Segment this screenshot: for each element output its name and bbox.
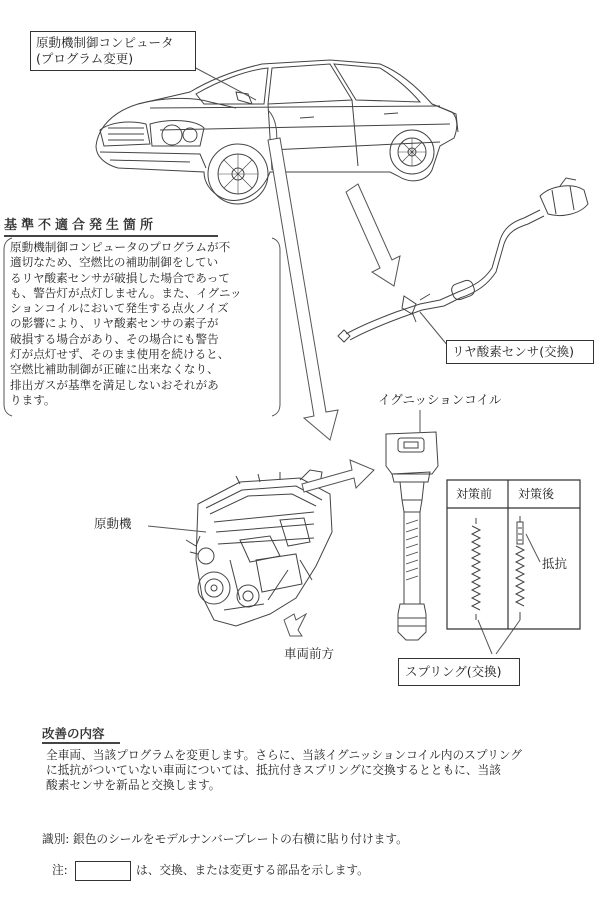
- defect-line: 空燃比補助制御が正確に出来なくなり、: [10, 362, 219, 377]
- arrow-to-coil: [302, 460, 374, 492]
- spring-after: [516, 516, 524, 620]
- ecu-label-line1: 原動機制御コンピュータ: [36, 35, 174, 50]
- defect-line: 原動機制御コンピュータのプログラムが不: [10, 240, 231, 254]
- defect-line: 破損する場合があり、その場合にも警告: [10, 331, 219, 346]
- remedy-line: 全車両、当該プログラムを変更します。さらに、当該イグニッションコイル内のスプリング: [46, 748, 522, 762]
- comparison-table-frame: [447, 480, 580, 629]
- ecu-label-line2: (プログラム変更): [36, 51, 134, 66]
- engine-label: 原動機: [94, 516, 132, 531]
- ignition-coil-label: イグニッションコイル: [378, 392, 502, 407]
- arrow-to-engine: [268, 138, 338, 440]
- spring-label: スプリング(交換): [405, 664, 502, 679]
- note-suffix: は、交換、または変更する部品を示します。: [136, 863, 369, 877]
- defect-line: 排出ガスが基準を満足しないおそれがあ: [10, 377, 219, 392]
- resistor-label: 抵抗: [542, 556, 568, 571]
- identification-note: 識別: 銀色のシールをモデルナンバープレートの右横に貼り付けます。: [42, 832, 408, 846]
- vehicle-front-arrow: [284, 614, 306, 636]
- remedy-line: に抵抗がついていない車両については、抵抗付きスプリングに交換するとともに、当該: [46, 763, 501, 777]
- table-header-before: 対策前: [456, 487, 493, 501]
- defect-line: の影響により、リヤ酸素センサの素子が: [10, 316, 219, 331]
- section-title-underline: [4, 235, 218, 237]
- remedy-line: 酸素センサを新品と交換します。: [46, 778, 221, 792]
- exhaust-system: [338, 178, 588, 342]
- vehicle-front-label: 車両前方: [284, 646, 335, 661]
- spring-before: [472, 518, 480, 620]
- remedy-title: 改善の内容: [42, 726, 105, 741]
- section-title: 基準不適合発生箇所: [4, 218, 158, 233]
- remedy-body: [46, 748, 586, 793]
- oxygen-sensor-label: リヤ酸素センサ(交換): [452, 344, 575, 359]
- note-sample-box: [75, 861, 131, 881]
- arrow-to-exhaust: [346, 184, 400, 286]
- defect-line: 灯が点灯せず、そのまま使用を続けると、: [10, 347, 230, 362]
- defect-description: [10, 240, 278, 408]
- ignition-coil-illustration: [386, 410, 438, 640]
- defect-line: るリヤ酸素センサが破損した場合であって: [10, 270, 230, 285]
- table-header-after: 対策後: [518, 487, 555, 501]
- remedy-title-underline: [42, 742, 120, 744]
- defect-line: ションコイルにおいて発生する点火ノイズ: [10, 301, 229, 316]
- engine-illustration: [186, 470, 332, 626]
- defect-line: 適切なため、空燃比の補助制御をしてい: [10, 255, 219, 270]
- defect-line: ります。: [10, 392, 56, 407]
- defect-line: も、警告灯が点灯しません。また、イグニッ: [10, 285, 242, 300]
- note-prefix: 注:: [52, 863, 68, 877]
